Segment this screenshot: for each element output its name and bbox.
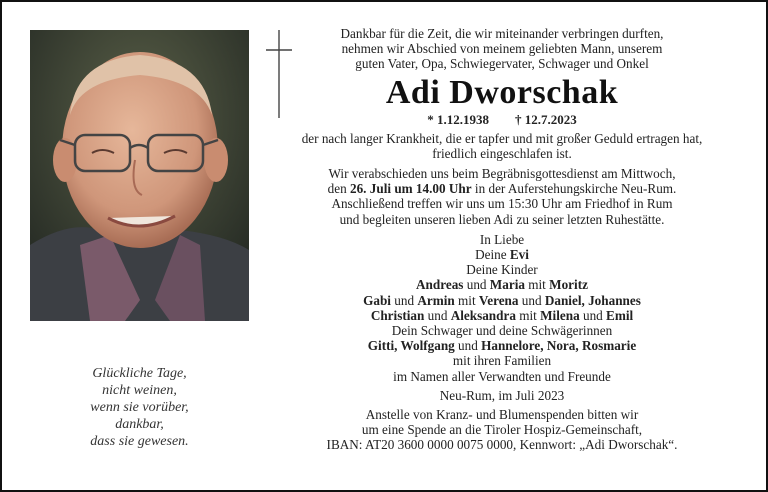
illness-line: der nach langer Krankheit, die er tapfer und mit großer Geduld ertragen hat, xyxy=(301,130,703,146)
poem-line: Glückliche Tage, xyxy=(92,366,187,381)
intro-line: Dankbar für die Zeit, die wir miteinander verbringen durften, xyxy=(340,26,664,41)
funeral-line: Wir verabschieden uns beim Begräbnisgottesdienst am Mittwoch, xyxy=(328,166,676,182)
siblings-row: Gitti, Wolfgang und Hannelore, Nora, Rosmarie xyxy=(367,338,637,354)
funeral-line: und begleiten unseren lieben Adi zu seiner letzten Ruhestätte. xyxy=(339,211,665,227)
death-date: † 12.7.2023 xyxy=(515,111,577,127)
children-row: Gabi und Armin mit Verena und Daniel, Johannes xyxy=(363,292,641,308)
funeral-datetime: 26. Juli um 14.00 Uhr xyxy=(349,181,472,197)
donation-info xyxy=(287,407,717,453)
place-date: Neu-Rum, im Juli 2023 xyxy=(439,387,565,403)
intro-line: nehmen wir Abschied von meinem geliebten Mann, unserem xyxy=(341,41,663,57)
intro-line: guten Vater, Opa, Schwiegervater, Schwager und Onkel xyxy=(355,56,649,72)
poem xyxy=(42,365,237,450)
children-row: Andreas und Maria mit Moritz xyxy=(416,277,588,293)
illness-line: friedlich eingeschlafen ist. xyxy=(432,145,572,161)
wife-line: Deine Evi xyxy=(475,247,529,263)
poem-line: dankbar, xyxy=(115,417,164,432)
children-row: Christian und Aleksandra mit Milena und Emil xyxy=(370,307,634,323)
funeral-line: Anschließend treffen wir uns um 15:30 Uhr am Friedhof in Rum xyxy=(331,196,673,212)
birth-date: * 1.12.1938 xyxy=(427,111,489,127)
notice-text xyxy=(287,26,717,453)
poem-line: nicht weinen, xyxy=(102,383,177,398)
relatives-line: im Namen aller Verwandten und Freunde xyxy=(393,368,611,384)
life-dates xyxy=(287,112,717,127)
poem-line: dass sie gewesen. xyxy=(90,434,189,449)
in-liebe: In Liebe xyxy=(479,231,525,247)
siblings-label: Dein Schwager und deine Schwägerinnen xyxy=(391,323,613,339)
intro-text xyxy=(287,26,717,72)
funeral-date-line: den 26. Juli um 14.00 Uhr in der Auferstehungskirche Neu-Rum. xyxy=(327,181,677,197)
funeral-info xyxy=(287,166,717,227)
portrait-photo xyxy=(30,30,249,321)
donation-line: um eine Spende an die Tiroler Hospiz-Gemeinschaft, xyxy=(361,422,643,438)
donation-line: Anstelle von Kranz- und Blumenspenden bitten wir xyxy=(365,407,639,423)
mourners xyxy=(287,232,717,384)
deceased-name: Adi Dworschak xyxy=(385,73,619,111)
children-label: Deine Kinder xyxy=(466,262,538,278)
donation-line: IBAN: AT20 3600 0000 0075 0000, Kennwort: „Adi Dworschak“. xyxy=(326,437,678,453)
families-line: mit ihren Familien xyxy=(452,353,552,369)
illness-text xyxy=(287,131,717,161)
poem-line: wenn sie vorüber, xyxy=(90,400,189,415)
